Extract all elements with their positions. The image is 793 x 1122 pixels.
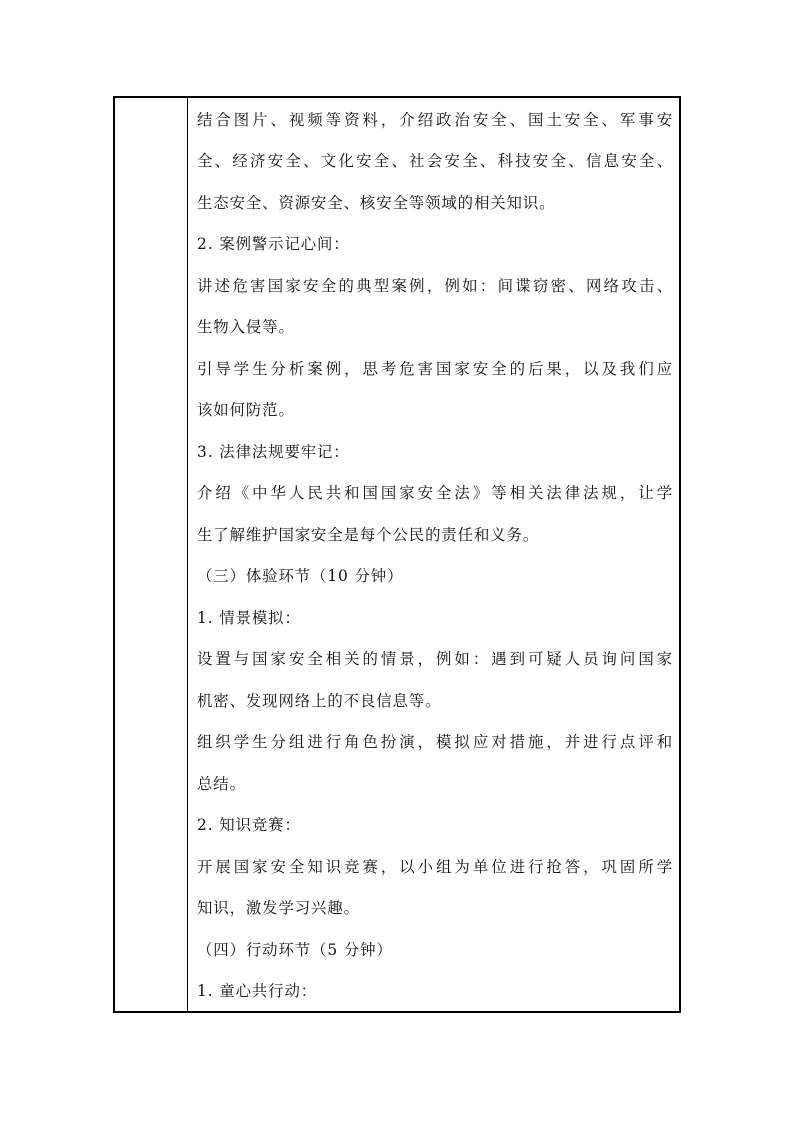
section-heading: 1. 情景模拟： [197, 609, 301, 627]
table-content-cell [188, 98, 679, 1011]
text-line: 机密、发现网络上的不良信息等。 [197, 692, 442, 710]
text-line: 讲述危害国家安全的典型案例，例如：间谍窃密、网络攻击、 [197, 277, 673, 295]
text-line: 引导学生分析案例，思考危害国家安全的后果，以及我们应 [197, 360, 673, 378]
section-heading: 1. 童心共行动： [197, 982, 318, 1000]
section-heading: （四）行动环节（5 分钟） [197, 941, 393, 959]
text-line: 生态安全、资源安全、核安全等领域的相关知识。 [197, 194, 556, 212]
table-left-cell [115, 98, 188, 1011]
section-heading: 3. 法律法规要牢记： [197, 443, 350, 461]
text-line: 介绍《中华人民共和国国家安全法》等相关法律法规，让学 [197, 484, 673, 502]
text-line: 开展国家安全知识竞赛，以小组为单位进行抢答，巩固所学 [197, 858, 673, 876]
text-line: 全、经济安全、文化安全、社会安全、科技安全、信息安全、 [197, 152, 673, 170]
text-line: 该如何防范。 [197, 401, 295, 419]
text-line: 知识，激发学习兴趣。 [197, 899, 360, 917]
lesson-plan-table [113, 96, 681, 1013]
section-heading: （三）体验环节（10 分钟） [197, 567, 404, 585]
text-line: 组织学生分组进行角色扮演，模拟应对措施，并进行点评和 [197, 733, 673, 751]
text-line: 设置与国家安全相关的情景，例如：遇到可疑人员询问国家 [197, 650, 673, 668]
text-line: 生物入侵等。 [197, 318, 295, 336]
section-heading: 2. 知识竞赛： [197, 816, 301, 834]
text-line: 生了解维护国家安全是每个公民的责任和义务。 [197, 526, 540, 544]
text-line: 结合图片、视频等资料，介绍政治安全、国土安全、军事安 [197, 111, 673, 129]
text-line: 总结。 [197, 775, 246, 793]
section-heading: 2. 案例警示记心间： [197, 235, 350, 253]
